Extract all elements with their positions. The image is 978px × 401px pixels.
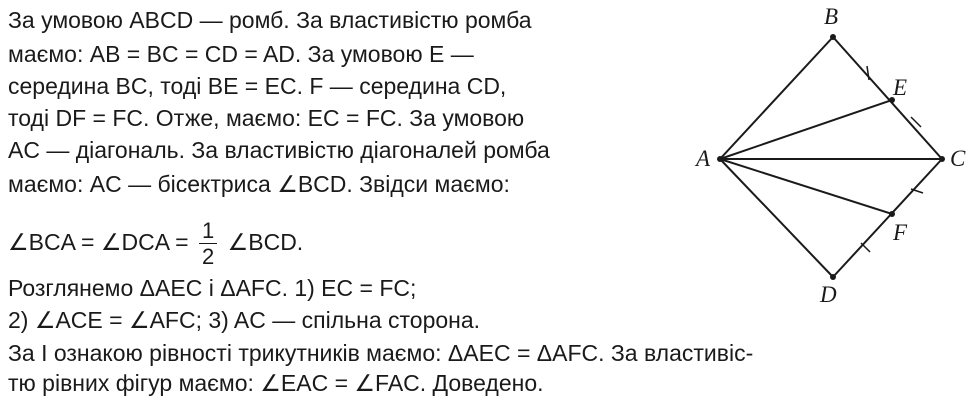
equation-right: ∠BCD. xyxy=(227,229,304,256)
text-line-1: За умовою ABCD — ромб. За властивістю ромба xyxy=(8,7,532,33)
point-D xyxy=(830,274,836,280)
side-CD xyxy=(833,159,942,277)
fraction-numerator: 1 xyxy=(199,220,217,244)
point-A xyxy=(717,156,723,162)
text-line-11: тю рівних фігур маємо: ∠EAC = ∠FAC. Доведено. xyxy=(8,370,544,396)
text-line-4: тоді DF = FC. Отже, маємо: EC = FC. За умовою xyxy=(8,105,525,131)
point-F xyxy=(889,211,895,217)
side-BC xyxy=(833,37,942,159)
label-D: D xyxy=(820,282,837,307)
text-line-10: За I ознакою рівності трикутників маємо: ΔAEC = ΔAFC. За властивіс- xyxy=(8,340,754,366)
text-line-3: середина BC, тоді BE = EC. F — середина CD, xyxy=(8,73,507,99)
tick-BE xyxy=(867,66,869,80)
segment-AE xyxy=(720,100,892,159)
label-A: A xyxy=(696,146,711,171)
fraction-denominator: 2 xyxy=(201,244,215,269)
point-B xyxy=(830,34,836,40)
text-line-6: маємо: AC — бісектриса ∠BCD. Звідси маємо: xyxy=(8,171,510,197)
label-F: F xyxy=(893,220,908,245)
tick-FD xyxy=(861,243,870,252)
side-AB xyxy=(720,37,833,159)
text-line-8: Розглянемо ΔAEC і ΔAFC. 1) EC = FC; xyxy=(8,275,417,301)
label-E: E xyxy=(893,75,908,100)
point-C xyxy=(939,156,945,162)
label-B: B xyxy=(824,4,839,29)
text-line-2: маємо: AB = BC = CD = AD. За умовою E — xyxy=(8,41,474,67)
equation-left: ∠BCA = ∠DCA = xyxy=(8,229,189,256)
text-line-9: 2) ∠ACE = ∠AFC; 3) AC — спільна сторона. xyxy=(8,307,481,333)
label-C: C xyxy=(950,146,966,171)
text-line-5: AC — діагональ. За властивістю діагоналей ромба xyxy=(8,137,550,163)
